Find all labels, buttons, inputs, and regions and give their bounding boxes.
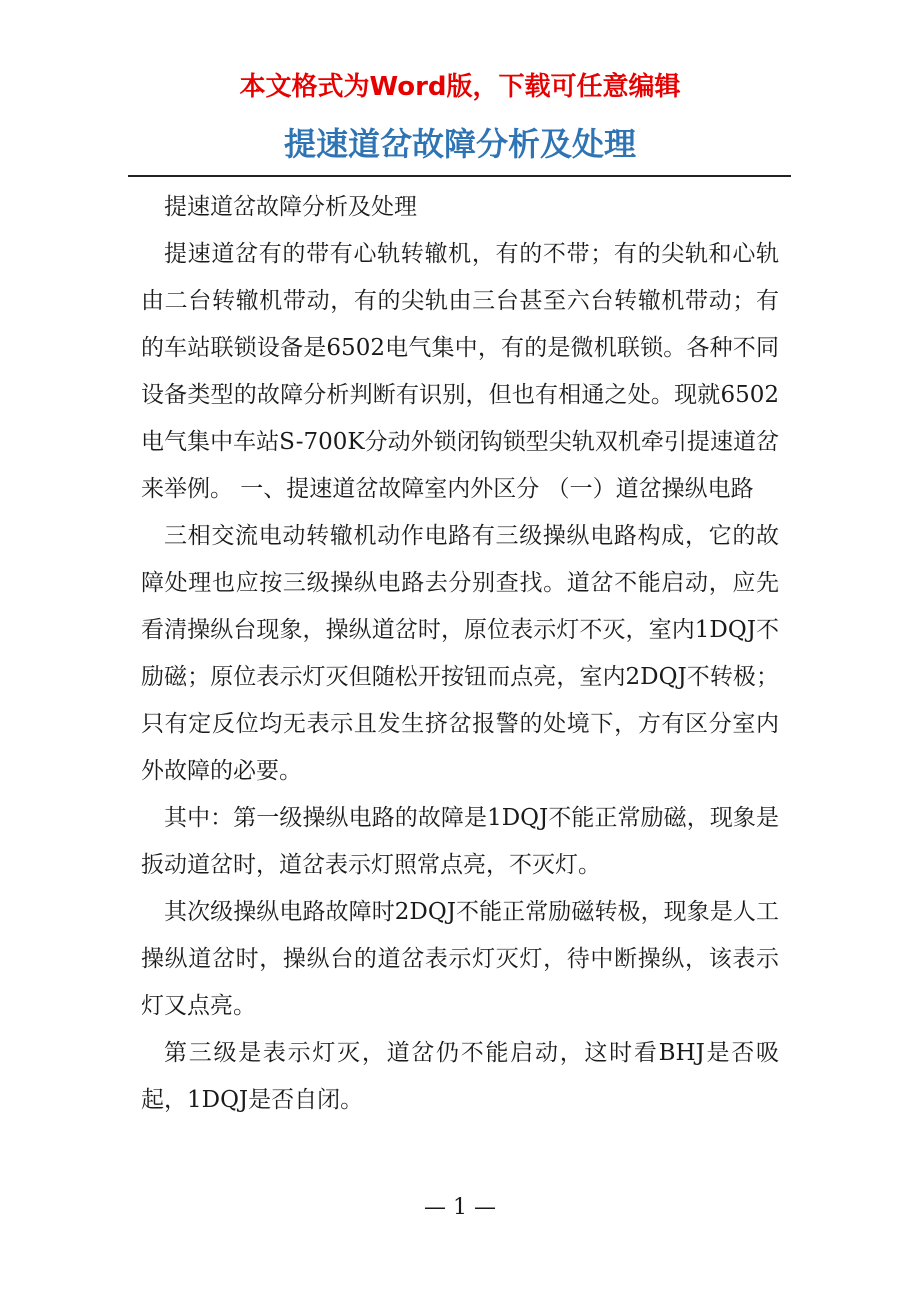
paragraph-control-circuit: 三相交流电动转辙机动作电路有三级操纵电路构成，它的故障处理也应按三级操纵电路去分别查找。道岔不能启动，应先看清操纵台现象，操纵道岔时，原位表示灯不灭，室内1DQJ不励磁；原位表示灯灭但随松开按钮而点亮，室内2DQJ不转极；只有定反位均无表示且发生挤岔报警的处境下，方有区分室内外故障的必要。 — [141, 523, 779, 784]
paragraph-third-level: 第三级是表示灯灭，道岔仍不能启动，这时看BHJ是否吸起，1DQJ是否自闭。 — [141, 1040, 779, 1113]
document-title: 提速道岔故障分析及处理 — [283, 125, 636, 163]
page-number: — 1 — — [424, 1195, 496, 1220]
format-notice: 本文格式为Word版，下载可任意编辑 — [239, 72, 681, 102]
document-body — [141, 184, 779, 1124]
paragraph-second-level: 其次级操纵电路故障时2DQJ不能正常励磁转极，现象是人工操纵道岔时，操纵台的道岔表示灯灭灯，待中断操纵，该表示灯又点亮。 — [141, 899, 779, 1019]
paragraph-intro: 提速道岔有的带有心轨转辙机，有的不带；有的尖轨和心轨由二台转辙机带动，有的尖轨由三台甚至六台转辙机带动；有的车站联锁设备是6502电气集中，有的是微机联锁。各种不同设备类型的故障分析判断有识别，但也有相通之处。现就6502电气集中车站S-700K分动外锁闭钩锁型尖轨双机牵引提速道岔来举例。 一、提速道岔故障室内外区分 （一）道岔操纵电路 — [141, 241, 779, 502]
paragraph-first-level: 其中：第一级操纵电路的故障是1DQJ不能正常励磁，现象是扳动道岔时，道岔表示灯照常点亮，不灭灯。 — [141, 805, 779, 878]
title-divider — [128, 175, 791, 177]
paragraph-heading: 提速道岔故障分析及处理 — [164, 194, 417, 220]
